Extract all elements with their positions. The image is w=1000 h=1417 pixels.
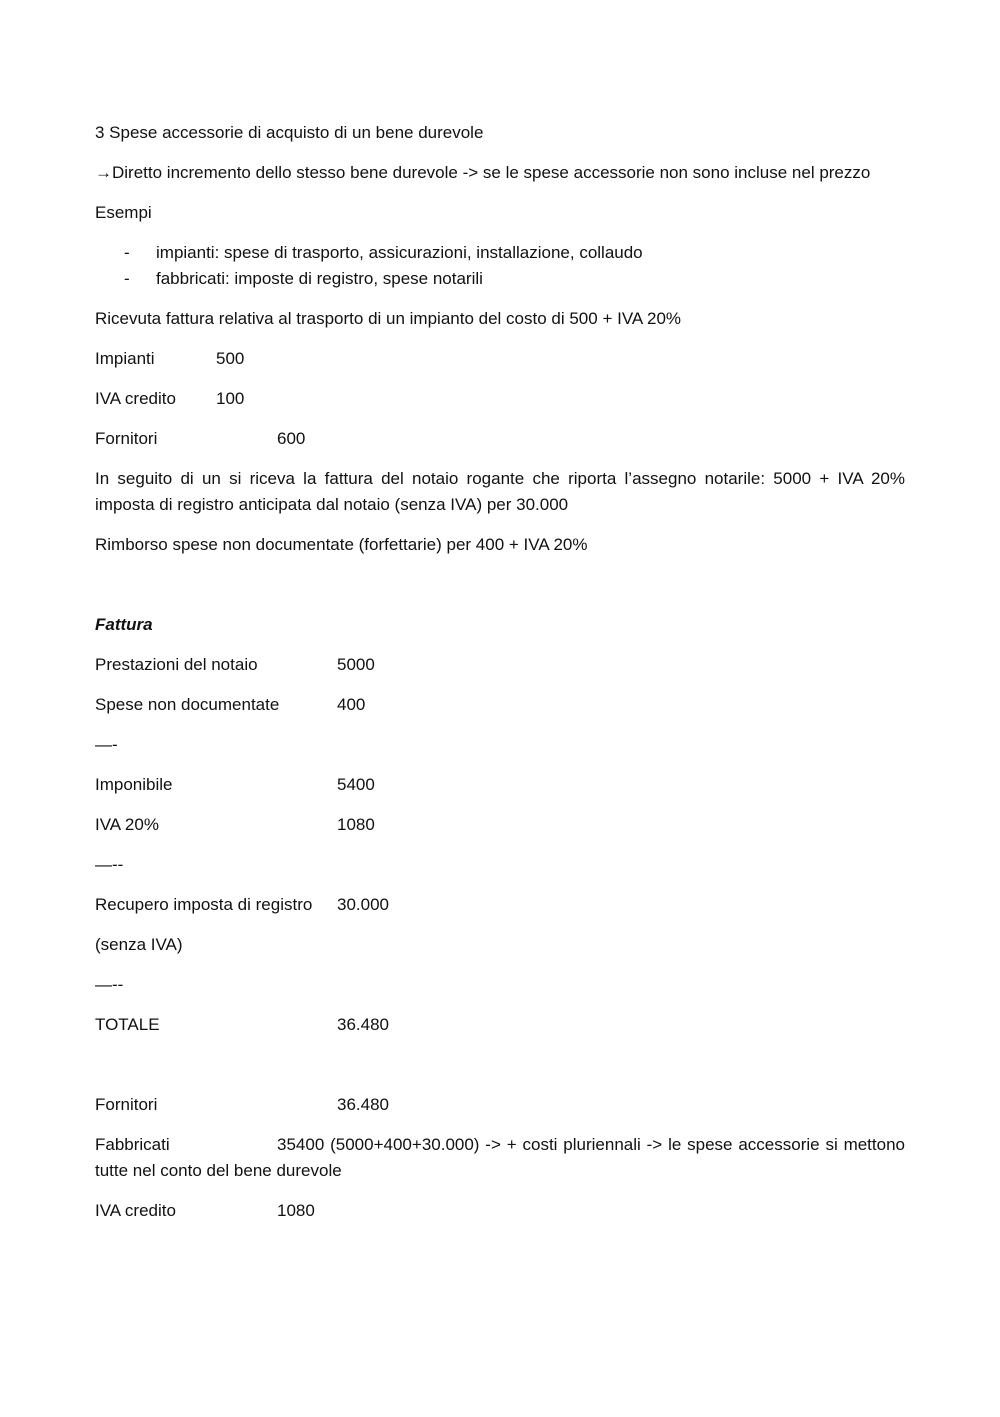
debit-value: 100 [216, 389, 245, 408]
section-title: 3 Spese accessorie di acquisto di un bene durevole [95, 123, 484, 142]
invoice-total-row [95, 1012, 905, 1038]
invoice-label: Prestazioni del notaio [95, 655, 258, 674]
invoice-label: Spese non documentate [95, 695, 280, 714]
invoice-value: 30.000 [337, 895, 389, 914]
separator-row [95, 972, 905, 998]
example-text: fabbricati: imposte di registro, spese notarili [156, 269, 483, 288]
account-label: Impianti [95, 349, 155, 368]
notary-paragraph: In seguito di un si riceva la fattura del notaio rogante che riporta l’assegno notarile: 5000 + IVA 20% imposta di registro anticipata dal notaio (senza IVA) per 30.000 [95, 469, 905, 514]
journal-row [95, 346, 905, 372]
reimbursement-paragraph: Rimborso spese non documentate (forfettarie) per 400 + IVA 20% [95, 535, 588, 554]
invoice-row [95, 772, 905, 798]
total-label: TOTALE [95, 1015, 160, 1034]
spacer [95, 1052, 905, 1078]
spacer [95, 572, 905, 598]
journal-row [95, 386, 905, 412]
invoice-received-paragraph: Ricevuta fattura relativa al trasporto di un impianto del costo di 500 + IVA 20% [95, 309, 682, 328]
credit-value: 600 [277, 429, 306, 448]
invoice-value: 5400 [337, 775, 375, 794]
account-label: IVA credito [95, 1201, 176, 1220]
invoice-value: 400 [337, 695, 366, 714]
invoice-value: 5000 [337, 655, 375, 674]
example-text: impianti: spese di trasporto, assicurazioni, installazione, collaudo [156, 243, 643, 262]
separator-row [95, 732, 905, 758]
journal-row [95, 1132, 905, 1184]
invoice-label: IVA 20% [95, 815, 159, 834]
account-label: Fabbricati [95, 1135, 170, 1154]
list-item [95, 240, 905, 266]
total-value: 36.480 [337, 1015, 389, 1034]
fabbricati-text: 35400 (5000+400+30.000) -> + costi pluriennali -> le spese accessorie si mettono tutte nel conto del bene durevole [95, 1135, 905, 1180]
invoice-label: Imponibile [95, 775, 173, 794]
list-dash: - [124, 269, 130, 288]
invoice-row [95, 812, 905, 838]
debit-value: 500 [216, 349, 245, 368]
account-label: IVA credito [95, 389, 176, 408]
invoice-note: (senza IVA) [95, 935, 183, 954]
account-label: Fornitori [95, 1095, 158, 1114]
invoice-row [95, 692, 905, 718]
examples-list [95, 240, 905, 292]
separator: —- [95, 735, 118, 754]
list-dash: - [124, 243, 130, 262]
journal-row [95, 426, 905, 452]
invoice-label: Recupero imposta di registro [95, 895, 313, 914]
invoice-row [95, 892, 905, 918]
separator: —-- [95, 855, 124, 874]
examples-label: Esempi [95, 203, 152, 222]
document-content [95, 120, 905, 1238]
invoice-row [95, 932, 905, 958]
invoice-row [95, 652, 905, 678]
separator: —-- [95, 975, 124, 994]
intro-paragraph: →Diretto incremento dello stesso bene durevole -> se le spese accessorie non sono incluse nel prezzo [95, 163, 871, 182]
account-label: Fornitori [95, 429, 158, 448]
debit-value: 1080 [277, 1201, 315, 1220]
invoice-value: 1080 [337, 815, 375, 834]
journal-row [95, 1198, 905, 1224]
invoice-heading: Fattura [95, 615, 153, 634]
separator-row [95, 852, 905, 878]
journal-row [95, 1092, 905, 1118]
list-item [95, 266, 905, 292]
credit-value: 36.480 [337, 1095, 389, 1114]
